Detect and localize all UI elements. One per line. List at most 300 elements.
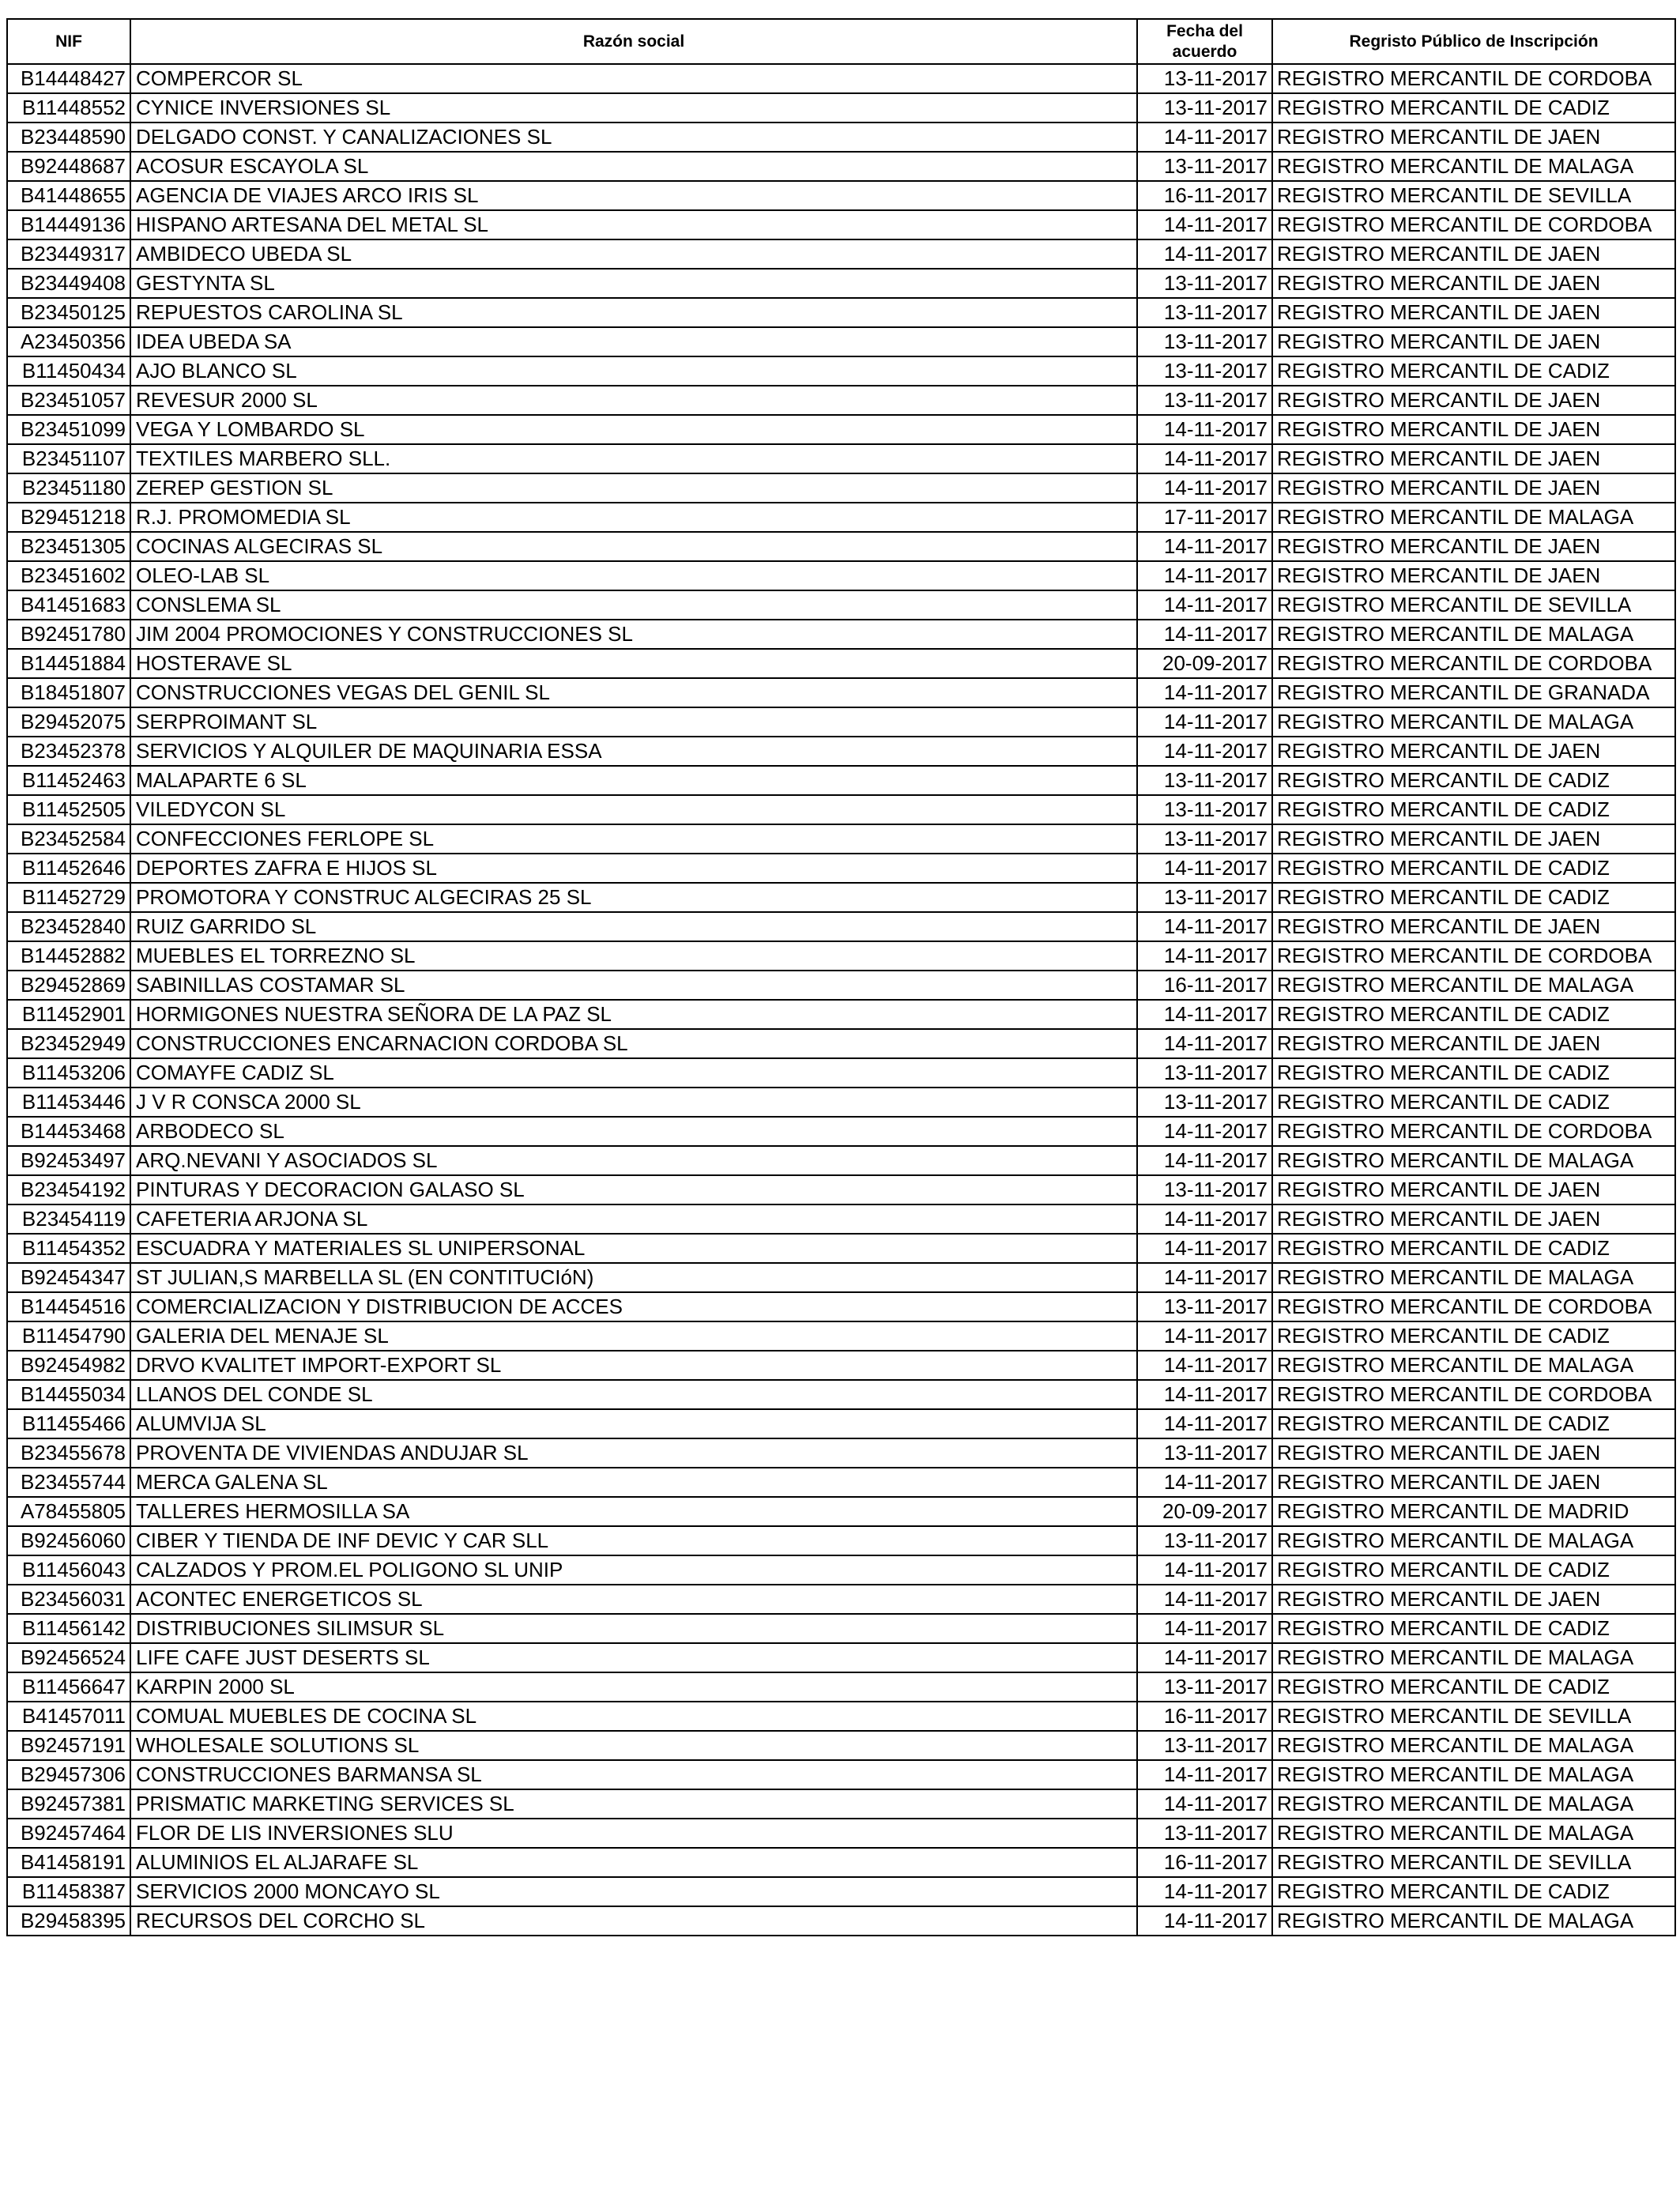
table-row (7, 473, 1675, 503)
cell-nif: B41457011 (7, 1702, 130, 1731)
cell-razon-social: J V R CONSCA 2000 SL (130, 1088, 1137, 1117)
cell-razon-social: LLANOS DEL CONDE SL (130, 1380, 1137, 1409)
cell-nif: B92457381 (7, 1789, 130, 1819)
cell-nif: B14455034 (7, 1380, 130, 1409)
cell-razon-social: REVESUR 2000 SL (130, 386, 1137, 415)
cell-razon-social: MERCA GALENA SL (130, 1468, 1137, 1497)
cell-razon-social: VILEDYCON SL (130, 795, 1137, 824)
table-row (7, 883, 1675, 912)
table-row (7, 1000, 1675, 1029)
cell-registro: REGISTRO MERCANTIL DE CORDOBA (1272, 1292, 1675, 1321)
cell-fecha-acuerdo: 13-11-2017 (1137, 64, 1272, 93)
cell-fecha-acuerdo: 13-11-2017 (1137, 795, 1272, 824)
cell-fecha-acuerdo: 14-11-2017 (1137, 1760, 1272, 1789)
cell-registro: REGISTRO MERCANTIL DE CADIZ (1272, 1877, 1675, 1906)
cell-registro: REGISTRO MERCANTIL DE MALAGA (1272, 620, 1675, 649)
cell-razon-social: CONSLEMA SL (130, 590, 1137, 620)
cell-registro: REGISTRO MERCANTIL DE JAEN (1272, 239, 1675, 269)
cell-nif: B23452584 (7, 824, 130, 854)
cell-fecha-acuerdo: 14-11-2017 (1137, 854, 1272, 883)
cell-registro: REGISTRO MERCANTIL DE JAEN (1272, 1438, 1675, 1468)
cell-razon-social: ACOSUR ESCAYOLA SL (130, 152, 1137, 181)
table-row (7, 210, 1675, 239)
cell-registro: REGISTRO MERCANTIL DE CADIZ (1272, 1000, 1675, 1029)
cell-nif: B92457464 (7, 1819, 130, 1848)
cell-nif: B92456524 (7, 1643, 130, 1672)
cell-nif: B92457191 (7, 1731, 130, 1760)
cell-razon-social: CONSTRUCCIONES ENCARNACION CORDOBA SL (130, 1029, 1137, 1058)
cell-fecha-acuerdo: 13-11-2017 (1137, 1058, 1272, 1088)
cell-registro: REGISTRO MERCANTIL DE CADIZ (1272, 1234, 1675, 1263)
cell-nif: B29457306 (7, 1760, 130, 1789)
cell-razon-social: PROVENTA DE VIVIENDAS ANDUJAR SL (130, 1438, 1137, 1468)
cell-registro: REGISTRO MERCANTIL DE JAEN (1272, 444, 1675, 473)
cell-nif: B11458387 (7, 1877, 130, 1906)
cell-fecha-acuerdo: 14-11-2017 (1137, 1614, 1272, 1643)
table-row (7, 152, 1675, 181)
table-row (7, 181, 1675, 210)
cell-fecha-acuerdo: 13-11-2017 (1137, 327, 1272, 356)
cell-fecha-acuerdo: 13-11-2017 (1137, 883, 1272, 912)
cell-razon-social: ARBODECO SL (130, 1117, 1137, 1146)
cell-fecha-acuerdo: 14-11-2017 (1137, 1234, 1272, 1263)
cell-razon-social: COMPERCOR SL (130, 64, 1137, 93)
cell-razon-social: AMBIDECO UBEDA SL (130, 239, 1137, 269)
table-row (7, 532, 1675, 561)
cell-registro: REGISTRO MERCANTIL DE CADIZ (1272, 1321, 1675, 1351)
cell-razon-social: RUIZ GARRIDO SL (130, 912, 1137, 941)
cell-razon-social: IDEA UBEDA SA (130, 327, 1137, 356)
table-row (7, 1468, 1675, 1497)
cell-registro: REGISTRO MERCANTIL DE CADIZ (1272, 883, 1675, 912)
cell-registro: REGISTRO MERCANTIL DE MALAGA (1272, 152, 1675, 181)
table-row (7, 561, 1675, 590)
cell-nif: B11450434 (7, 356, 130, 386)
cell-razon-social: SERVICIOS 2000 MONCAYO SL (130, 1877, 1137, 1906)
cell-registro: REGISTRO MERCANTIL DE CADIZ (1272, 1555, 1675, 1585)
cell-nif: B92454982 (7, 1351, 130, 1380)
cell-registro: REGISTRO MERCANTIL DE JAEN (1272, 473, 1675, 503)
cell-razon-social: SERPROIMANT SL (130, 707, 1137, 737)
cell-registro: REGISTRO MERCANTIL DE JAEN (1272, 1175, 1675, 1204)
cell-fecha-acuerdo: 13-11-2017 (1137, 1292, 1272, 1321)
table-row (7, 1175, 1675, 1204)
cell-fecha-acuerdo: 14-11-2017 (1137, 1321, 1272, 1351)
cell-nif: B11454790 (7, 1321, 130, 1351)
cell-fecha-acuerdo: 13-11-2017 (1137, 269, 1272, 298)
cell-fecha-acuerdo: 13-11-2017 (1137, 1526, 1272, 1555)
cell-nif: B11455466 (7, 1409, 130, 1438)
cell-nif: B23451305 (7, 532, 130, 561)
cell-fecha-acuerdo: 13-11-2017 (1137, 824, 1272, 854)
cell-razon-social: DISTRIBUCIONES SILIMSUR SL (130, 1614, 1137, 1643)
cell-razon-social: COCINAS ALGECIRAS SL (130, 532, 1137, 561)
cell-nif: B23448590 (7, 123, 130, 152)
header-razon-social: Razón social (130, 19, 1137, 64)
cell-nif: B23450125 (7, 298, 130, 327)
cell-nif: B11456142 (7, 1614, 130, 1643)
cell-nif: B23451099 (7, 415, 130, 444)
table-row (7, 620, 1675, 649)
table-row (7, 386, 1675, 415)
cell-fecha-acuerdo: 14-11-2017 (1137, 210, 1272, 239)
cell-razon-social: COMUAL MUEBLES DE COCINA SL (130, 1702, 1137, 1731)
cell-nif: B92448687 (7, 152, 130, 181)
cell-nif: B41458191 (7, 1848, 130, 1877)
cell-registro: REGISTRO MERCANTIL DE JAEN (1272, 1468, 1675, 1497)
cell-razon-social: GESTYNTA SL (130, 269, 1137, 298)
cell-nif: B11453446 (7, 1088, 130, 1117)
registry-table (6, 18, 1676, 1936)
cell-razon-social: CAFETERIA ARJONA SL (130, 1204, 1137, 1234)
cell-nif: B23451107 (7, 444, 130, 473)
cell-razon-social: ACONTEC ENERGETICOS SL (130, 1585, 1137, 1614)
cell-nif: A78455805 (7, 1497, 130, 1526)
cell-razon-social: ALUMVIJA SL (130, 1409, 1137, 1438)
cell-razon-social: SABINILLAS COSTAMAR SL (130, 971, 1137, 1000)
cell-nif: B14453468 (7, 1117, 130, 1146)
table-row (7, 707, 1675, 737)
cell-registro: REGISTRO MERCANTIL DE MALAGA (1272, 1146, 1675, 1175)
cell-fecha-acuerdo: 14-11-2017 (1137, 1204, 1272, 1234)
cell-razon-social: CONSTRUCCIONES BARMANSA SL (130, 1760, 1137, 1789)
cell-registro: REGISTRO MERCANTIL DE MALAGA (1272, 1263, 1675, 1292)
cell-razon-social: CIBER Y TIENDA DE INF DEVIC Y CAR SLL (130, 1526, 1137, 1555)
table-row (7, 444, 1675, 473)
cell-nif: B23452840 (7, 912, 130, 941)
table-row (7, 356, 1675, 386)
table-row (7, 1321, 1675, 1351)
table-row (7, 941, 1675, 971)
table-row (7, 766, 1675, 795)
cell-nif: B14448427 (7, 64, 130, 93)
cell-razon-social: PINTURAS Y DECORACION GALASO SL (130, 1175, 1137, 1204)
cell-registro: REGISTRO MERCANTIL DE JAEN (1272, 532, 1675, 561)
cell-fecha-acuerdo: 16-11-2017 (1137, 971, 1272, 1000)
cell-fecha-acuerdo: 14-11-2017 (1137, 1380, 1272, 1409)
cell-razon-social: KARPIN 2000 SL (130, 1672, 1137, 1702)
cell-fecha-acuerdo: 14-11-2017 (1137, 123, 1272, 152)
table-row (7, 1263, 1675, 1292)
table-row (7, 854, 1675, 883)
cell-razon-social: HORMIGONES NUESTRA SEÑORA DE LA PAZ SL (130, 1000, 1137, 1029)
cell-registro: REGISTRO MERCANTIL DE JAEN (1272, 298, 1675, 327)
cell-nif: B29458395 (7, 1906, 130, 1936)
cell-nif: B23449317 (7, 239, 130, 269)
cell-registro: REGISTRO MERCANTIL DE MALAGA (1272, 503, 1675, 532)
table-row (7, 1643, 1675, 1672)
cell-registro: REGISTRO MERCANTIL DE JAEN (1272, 824, 1675, 854)
cell-nif: B14449136 (7, 210, 130, 239)
table-row (7, 678, 1675, 707)
table-row (7, 1585, 1675, 1614)
table-row (7, 1117, 1675, 1146)
cell-registro: REGISTRO MERCANTIL DE SEVILLA (1272, 1848, 1675, 1877)
cell-nif: B29452075 (7, 707, 130, 737)
cell-registro: REGISTRO MERCANTIL DE CADIZ (1272, 854, 1675, 883)
cell-razon-social: LIFE CAFE JUST DESERTS SL (130, 1643, 1137, 1672)
cell-razon-social: ZEREP GESTION SL (130, 473, 1137, 503)
cell-razon-social: CONFECCIONES FERLOPE SL (130, 824, 1137, 854)
cell-razon-social: WHOLESALE SOLUTIONS SL (130, 1731, 1137, 1760)
cell-nif: B92456060 (7, 1526, 130, 1555)
cell-fecha-acuerdo: 14-11-2017 (1137, 1146, 1272, 1175)
cell-nif: B23454192 (7, 1175, 130, 1204)
cell-nif: B23451057 (7, 386, 130, 415)
cell-fecha-acuerdo: 16-11-2017 (1137, 1848, 1272, 1877)
cell-fecha-acuerdo: 14-11-2017 (1137, 678, 1272, 707)
cell-registro: REGISTRO MERCANTIL DE CADIZ (1272, 766, 1675, 795)
cell-registro: REGISTRO MERCANTIL DE CORDOBA (1272, 1117, 1675, 1146)
table-row (7, 1789, 1675, 1819)
cell-registro: REGISTRO MERCANTIL DE MALAGA (1272, 1906, 1675, 1936)
cell-registro: REGISTRO MERCANTIL DE CORDOBA (1272, 64, 1675, 93)
cell-nif: B14451884 (7, 649, 130, 678)
cell-nif: B11456647 (7, 1672, 130, 1702)
header-nif: NIF (7, 19, 130, 64)
cell-fecha-acuerdo: 14-11-2017 (1137, 1643, 1272, 1672)
cell-nif: B41451683 (7, 590, 130, 620)
table-row (7, 1848, 1675, 1877)
cell-razon-social: TALLERES HERMOSILLA SA (130, 1497, 1137, 1526)
cell-fecha-acuerdo: 13-11-2017 (1137, 93, 1272, 123)
cell-razon-social: AJO BLANCO SL (130, 356, 1137, 386)
cell-registro: REGISTRO MERCANTIL DE CADIZ (1272, 1614, 1675, 1643)
cell-registro: REGISTRO MERCANTIL DE MADRID (1272, 1497, 1675, 1526)
cell-razon-social: MUEBLES EL TORREZNO SL (130, 941, 1137, 971)
table-row (7, 1029, 1675, 1058)
cell-razon-social: DELGADO CONST. Y CANALIZACIONES SL (130, 123, 1137, 152)
table-row (7, 1760, 1675, 1789)
cell-nif: B14454516 (7, 1292, 130, 1321)
cell-fecha-acuerdo: 14-11-2017 (1137, 1000, 1272, 1029)
cell-registro: REGISTRO MERCANTIL DE MALAGA (1272, 707, 1675, 737)
cell-registro: REGISTRO MERCANTIL DE MALAGA (1272, 1789, 1675, 1819)
cell-razon-social: ALUMINIOS EL ALJARAFE SL (130, 1848, 1137, 1877)
cell-fecha-acuerdo: 13-11-2017 (1137, 298, 1272, 327)
table-row (7, 912, 1675, 941)
cell-registro: REGISTRO MERCANTIL DE CORDOBA (1272, 941, 1675, 971)
cell-registro: REGISTRO MERCANTIL DE JAEN (1272, 737, 1675, 766)
cell-razon-social: REPUESTOS CAROLINA SL (130, 298, 1137, 327)
table-row (7, 1555, 1675, 1585)
cell-fecha-acuerdo: 16-11-2017 (1137, 1702, 1272, 1731)
cell-nif: B92451780 (7, 620, 130, 649)
cell-registro: REGISTRO MERCANTIL DE MALAGA (1272, 1643, 1675, 1672)
table-row (7, 1351, 1675, 1380)
cell-razon-social: GALERIA DEL MENAJE SL (130, 1321, 1137, 1351)
cell-nif: B11453206 (7, 1058, 130, 1088)
cell-registro: REGISTRO MERCANTIL DE MALAGA (1272, 1526, 1675, 1555)
cell-fecha-acuerdo: 14-11-2017 (1137, 415, 1272, 444)
cell-fecha-acuerdo: 14-11-2017 (1137, 1585, 1272, 1614)
table-row (7, 239, 1675, 269)
cell-nif: A23450356 (7, 327, 130, 356)
cell-razon-social: PROMOTORA Y CONSTRUC ALGECIRAS 25 SL (130, 883, 1137, 912)
cell-fecha-acuerdo: 13-11-2017 (1137, 386, 1272, 415)
cell-nif: B11452901 (7, 1000, 130, 1029)
cell-registro: REGISTRO MERCANTIL DE JAEN (1272, 123, 1675, 152)
table-row (7, 1146, 1675, 1175)
cell-razon-social: ARQ.NEVANI Y ASOCIADOS SL (130, 1146, 1137, 1175)
cell-nif: B23455744 (7, 1468, 130, 1497)
cell-fecha-acuerdo: 14-11-2017 (1137, 473, 1272, 503)
table-row (7, 1672, 1675, 1702)
cell-fecha-acuerdo: 14-11-2017 (1137, 532, 1272, 561)
cell-razon-social: R.J. PROMOMEDIA SL (130, 503, 1137, 532)
cell-fecha-acuerdo: 13-11-2017 (1137, 766, 1272, 795)
cell-nif: B23451602 (7, 561, 130, 590)
cell-fecha-acuerdo: 14-11-2017 (1137, 1029, 1272, 1058)
cell-razon-social: OLEO-LAB SL (130, 561, 1137, 590)
cell-fecha-acuerdo: 13-11-2017 (1137, 1731, 1272, 1760)
cell-razon-social: PRISMATIC MARKETING SERVICES SL (130, 1789, 1137, 1819)
cell-razon-social: COMERCIALIZACION Y DISTRIBUCION DE ACCES (130, 1292, 1137, 1321)
table-row (7, 1088, 1675, 1117)
cell-fecha-acuerdo: 13-11-2017 (1137, 356, 1272, 386)
cell-razon-social: CONSTRUCCIONES VEGAS DEL GENIL SL (130, 678, 1137, 707)
table-row (7, 1702, 1675, 1731)
cell-nif: B23452378 (7, 737, 130, 766)
table-row (7, 1409, 1675, 1438)
cell-registro: REGISTRO MERCANTIL DE CORDOBA (1272, 649, 1675, 678)
cell-razon-social: ESCUADRA Y MATERIALES SL UNIPERSONAL (130, 1234, 1137, 1263)
cell-nif: B41448655 (7, 181, 130, 210)
cell-fecha-acuerdo: 20-09-2017 (1137, 649, 1272, 678)
cell-registro: REGISTRO MERCANTIL DE JAEN (1272, 561, 1675, 590)
cell-razon-social: HOSTERAVE SL (130, 649, 1137, 678)
table-row (7, 971, 1675, 1000)
cell-registro: REGISTRO MERCANTIL DE JAEN (1272, 1204, 1675, 1234)
cell-nif: B23454119 (7, 1204, 130, 1234)
cell-nif: B14452882 (7, 941, 130, 971)
table-row (7, 737, 1675, 766)
table-row (7, 93, 1675, 123)
cell-nif: B11452729 (7, 883, 130, 912)
table-row (7, 327, 1675, 356)
cell-razon-social: JIM 2004 PROMOCIONES Y CONSTRUCCIONES SL (130, 620, 1137, 649)
table-row (7, 298, 1675, 327)
cell-fecha-acuerdo: 13-11-2017 (1137, 1438, 1272, 1468)
cell-nif: B29452869 (7, 971, 130, 1000)
cell-registro: REGISTRO MERCANTIL DE MALAGA (1272, 971, 1675, 1000)
cell-nif: B23455678 (7, 1438, 130, 1468)
cell-registro: REGISTRO MERCANTIL DE JAEN (1272, 912, 1675, 941)
header-fecha-acuerdo: Fecha del acuerdo (1137, 19, 1272, 64)
cell-registro: REGISTRO MERCANTIL DE MALAGA (1272, 1760, 1675, 1789)
cell-fecha-acuerdo: 14-11-2017 (1137, 1906, 1272, 1936)
table-row (7, 1906, 1675, 1936)
cell-fecha-acuerdo: 13-11-2017 (1137, 1088, 1272, 1117)
table-row (7, 64, 1675, 93)
cell-fecha-acuerdo: 14-11-2017 (1137, 1789, 1272, 1819)
cell-registro: REGISTRO MERCANTIL DE CADIZ (1272, 1058, 1675, 1088)
cell-registro: REGISTRO MERCANTIL DE JAEN (1272, 386, 1675, 415)
table-row (7, 1058, 1675, 1088)
cell-fecha-acuerdo: 14-11-2017 (1137, 444, 1272, 473)
cell-registro: REGISTRO MERCANTIL DE CADIZ (1272, 1409, 1675, 1438)
cell-fecha-acuerdo: 14-11-2017 (1137, 590, 1272, 620)
cell-nif: B23449408 (7, 269, 130, 298)
table-row (7, 795, 1675, 824)
cell-registro: REGISTRO MERCANTIL DE CORDOBA (1272, 210, 1675, 239)
cell-razon-social: RECURSOS DEL CORCHO SL (130, 1906, 1137, 1936)
cell-registro: REGISTRO MERCANTIL DE JAEN (1272, 269, 1675, 298)
cell-registro: REGISTRO MERCANTIL DE JAEN (1272, 415, 1675, 444)
cell-razon-social: ST JULIAN,S MARBELLA SL (EN CONTITUCIóN) (130, 1263, 1137, 1292)
cell-registro: REGISTRO MERCANTIL DE CADIZ (1272, 1088, 1675, 1117)
cell-registro: REGISTRO MERCANTIL DE GRANADA (1272, 678, 1675, 707)
cell-razon-social: TEXTILES MARBERO SLL. (130, 444, 1137, 473)
table-row (7, 590, 1675, 620)
cell-razon-social: CALZADOS Y PROM.EL POLIGONO SL UNIP (130, 1555, 1137, 1585)
cell-registro: REGISTRO MERCANTIL DE JAEN (1272, 327, 1675, 356)
cell-fecha-acuerdo: 14-11-2017 (1137, 737, 1272, 766)
cell-registro: REGISTRO MERCANTIL DE CORDOBA (1272, 1380, 1675, 1409)
cell-nif: B11448552 (7, 93, 130, 123)
table-row (7, 1819, 1675, 1848)
table-row (7, 1438, 1675, 1468)
cell-fecha-acuerdo: 14-11-2017 (1137, 561, 1272, 590)
cell-fecha-acuerdo: 14-11-2017 (1137, 1409, 1272, 1438)
table-row (7, 123, 1675, 152)
cell-razon-social: COMAYFE CADIZ SL (130, 1058, 1137, 1088)
table-row (7, 649, 1675, 678)
cell-razon-social: FLOR DE LIS INVERSIONES SLU (130, 1819, 1137, 1848)
cell-nif: B92454347 (7, 1263, 130, 1292)
cell-nif: B11452505 (7, 795, 130, 824)
table-row (7, 1380, 1675, 1409)
cell-fecha-acuerdo: 14-11-2017 (1137, 1117, 1272, 1146)
table-row (7, 1614, 1675, 1643)
cell-razon-social: MALAPARTE 6 SL (130, 766, 1137, 795)
table-row (7, 1877, 1675, 1906)
cell-registro: REGISTRO MERCANTIL DE MALAGA (1272, 1731, 1675, 1760)
cell-razon-social: HISPANO ARTESANA DEL METAL SL (130, 210, 1137, 239)
cell-nif: B11454352 (7, 1234, 130, 1263)
cell-registro: REGISTRO MERCANTIL DE CADIZ (1272, 93, 1675, 123)
table-row (7, 415, 1675, 444)
cell-fecha-acuerdo: 13-11-2017 (1137, 1819, 1272, 1848)
table-row (7, 1497, 1675, 1526)
cell-fecha-acuerdo: 13-11-2017 (1137, 1175, 1272, 1204)
table-row (7, 503, 1675, 532)
cell-registro: REGISTRO MERCANTIL DE JAEN (1272, 1029, 1675, 1058)
cell-fecha-acuerdo: 14-11-2017 (1137, 1555, 1272, 1585)
cell-razon-social: CYNICE INVERSIONES SL (130, 93, 1137, 123)
table-row (7, 1731, 1675, 1760)
cell-razon-social: AGENCIA DE VIAJES ARCO IRIS SL (130, 181, 1137, 210)
cell-fecha-acuerdo: 14-11-2017 (1137, 620, 1272, 649)
table-row (7, 269, 1675, 298)
cell-fecha-acuerdo: 14-11-2017 (1137, 1351, 1272, 1380)
cell-registro: REGISTRO MERCANTIL DE JAEN (1272, 1585, 1675, 1614)
cell-nif: B29451218 (7, 503, 130, 532)
cell-registro: REGISTRO MERCANTIL DE CADIZ (1272, 1672, 1675, 1702)
table-row (7, 1526, 1675, 1555)
header-row (7, 19, 1675, 64)
table-header (7, 19, 1675, 64)
table-body (7, 64, 1675, 1936)
cell-fecha-acuerdo: 14-11-2017 (1137, 1468, 1272, 1497)
cell-fecha-acuerdo: 14-11-2017 (1137, 707, 1272, 737)
table-row (7, 1204, 1675, 1234)
cell-nif: B11456043 (7, 1555, 130, 1585)
cell-nif: B23452949 (7, 1029, 130, 1058)
cell-registro: REGISTRO MERCANTIL DE SEVILLA (1272, 1702, 1675, 1731)
cell-razon-social: VEGA Y LOMBARDO SL (130, 415, 1137, 444)
cell-registro: REGISTRO MERCANTIL DE SEVILLA (1272, 590, 1675, 620)
